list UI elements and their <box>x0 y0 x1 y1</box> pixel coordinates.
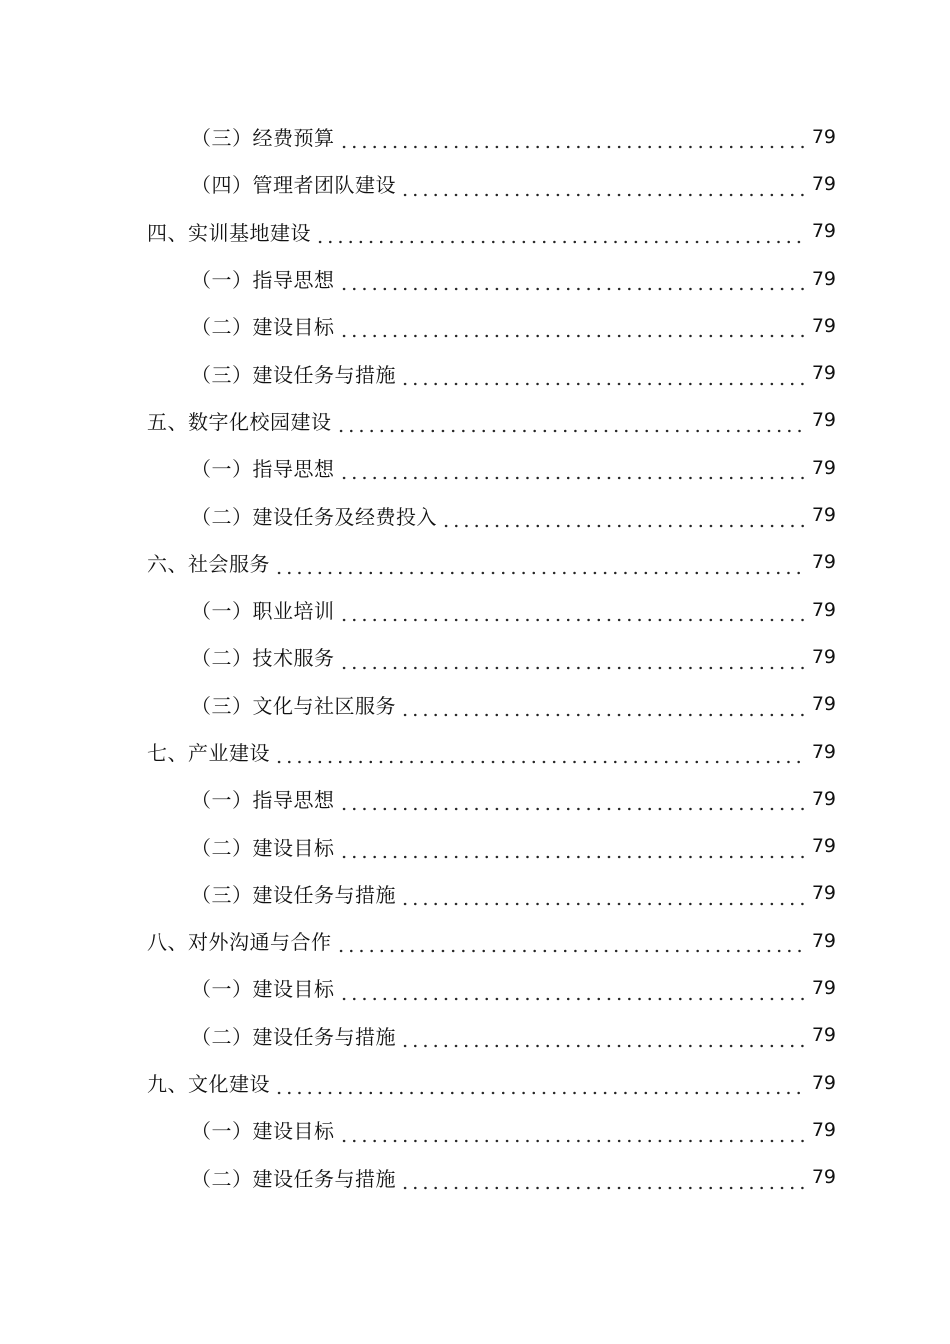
toc-dot-leader <box>441 508 806 528</box>
toc-entry-title: （二）建设目标 <box>191 835 335 860</box>
toc-page-number: 79 <box>811 1166 836 1189</box>
toc-entry[interactable] <box>0 1154 950 1201</box>
toc-page-number: 79 <box>811 693 836 716</box>
toc-dot-leader <box>315 224 806 244</box>
toc-dot-leader <box>400 886 806 906</box>
toc-dot-leader <box>339 650 807 670</box>
toc-entry-title: （一）指导思想 <box>191 268 335 293</box>
toc-entry[interactable] <box>0 1106 950 1153</box>
toc-entry[interactable] <box>0 160 950 207</box>
toc-entry-title: （一）建设目标 <box>191 1119 335 1144</box>
toc-entry[interactable] <box>0 681 950 728</box>
toc-dot-leader <box>400 177 806 197</box>
toc-entry-title: （三）建设任务与措施 <box>191 362 396 387</box>
toc-entry-title: （二）建设任务及经费投入 <box>191 504 437 529</box>
toc-dot-leader <box>274 1075 806 1095</box>
toc-entry-title: （三）文化与社区服务 <box>191 693 396 718</box>
toc-page-number: 79 <box>811 362 836 385</box>
toc-entry[interactable] <box>0 349 950 396</box>
toc-entry-title: 八、对外沟通与合作 <box>147 930 332 955</box>
toc-section-entry[interactable] <box>0 1059 950 1106</box>
toc-page-number: 79 <box>811 1024 836 1047</box>
toc-page-number: 79 <box>811 504 836 527</box>
toc-dot-leader <box>400 1170 806 1190</box>
toc-page-number: 79 <box>811 835 836 858</box>
toc-entry[interactable] <box>0 444 950 491</box>
toc-entry-title: 六、社会服务 <box>147 551 270 576</box>
toc-section-entry[interactable] <box>0 728 950 775</box>
toc-page-number: 79 <box>811 314 836 337</box>
toc-page-number: 79 <box>811 267 836 290</box>
toc-entry-title: （一）指导思想 <box>191 788 335 813</box>
toc-entry-title: （一）职业培训 <box>191 599 335 624</box>
toc-entry[interactable] <box>0 302 950 349</box>
toc-entry-title: 九、文化建设 <box>147 1072 270 1097</box>
toc-entry[interactable] <box>0 822 950 869</box>
toc-dot-leader <box>400 366 806 386</box>
toc-dot-leader <box>339 1123 807 1143</box>
toc-dot-leader <box>339 791 807 811</box>
toc-entry-title: （二）建设任务与措施 <box>191 1024 396 1049</box>
toc-dot-leader <box>339 129 807 149</box>
toc-dot-leader <box>274 744 806 764</box>
toc-entry-title: （二）建设任务与措施 <box>191 1166 396 1191</box>
toc-section-entry[interactable] <box>0 208 950 255</box>
toc-section-entry[interactable] <box>0 917 950 964</box>
toc-entry-title: （一）指导思想 <box>191 457 335 482</box>
toc-page-number: 79 <box>811 598 836 621</box>
toc-section-entry[interactable] <box>0 397 950 444</box>
toc-dot-leader <box>339 839 807 859</box>
toc-dot-leader <box>336 933 807 953</box>
toc-entry-title: （四）管理者团队建设 <box>191 173 396 198</box>
toc-page-number: 79 <box>811 1071 836 1094</box>
toc-entry-title: （三）经费预算 <box>191 126 335 151</box>
toc-entry-title: （二）技术服务 <box>191 646 335 671</box>
toc-dot-leader <box>274 555 806 575</box>
toc-entry-title: （三）建设任务与措施 <box>191 882 396 907</box>
toc-dot-leader <box>339 981 807 1001</box>
toc-page-number: 79 <box>811 551 836 574</box>
toc-entry-title: 七、产业建设 <box>147 741 270 765</box>
table-of-contents <box>0 113 950 1201</box>
toc-page-number: 79 <box>811 456 836 479</box>
toc-dot-leader <box>339 271 807 291</box>
toc-entry[interactable] <box>0 870 950 917</box>
toc-page-number: 79 <box>811 125 836 148</box>
toc-page-number: 79 <box>811 787 836 810</box>
toc-page-number: 79 <box>811 220 836 243</box>
toc-entry[interactable] <box>0 255 950 302</box>
toc-entry[interactable] <box>0 491 950 538</box>
toc-entry[interactable] <box>0 964 950 1011</box>
toc-page-number: 79 <box>811 976 836 999</box>
toc-entry[interactable] <box>0 113 950 160</box>
toc-dot-leader <box>336 413 807 433</box>
toc-page-number: 79 <box>811 882 836 905</box>
toc-entry-title: 四、实训基地建设 <box>147 220 311 245</box>
toc-page-number: 79 <box>811 1118 836 1141</box>
toc-entry[interactable] <box>0 586 950 633</box>
toc-page-number: 79 <box>811 409 836 432</box>
toc-page-number: 79 <box>811 740 836 763</box>
toc-entry-title: （一）建设目标 <box>191 977 335 1002</box>
toc-page-number: 79 <box>811 645 836 668</box>
toc-entry[interactable] <box>0 1012 950 1059</box>
toc-dot-leader <box>339 318 807 338</box>
toc-page-number: 79 <box>811 929 836 952</box>
toc-page-number: 79 <box>811 172 836 195</box>
toc-entry[interactable] <box>0 775 950 822</box>
toc-dot-leader <box>400 1028 806 1048</box>
toc-entry-title: （二）建设目标 <box>191 315 335 340</box>
toc-dot-leader <box>400 697 806 717</box>
toc-dot-leader <box>339 460 807 480</box>
toc-entry-title: 五、数字化校园建设 <box>147 409 332 434</box>
toc-entry[interactable] <box>0 633 950 680</box>
toc-dot-leader <box>339 602 807 622</box>
toc-section-entry[interactable] <box>0 539 950 586</box>
